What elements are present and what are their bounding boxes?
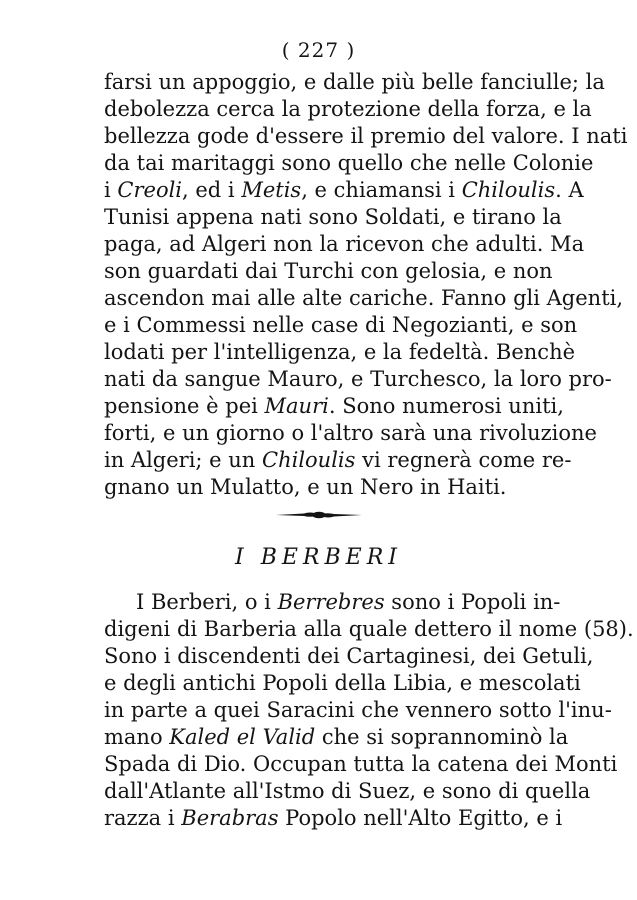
text-line: I Berberi, o i Berrebres sono i Popoli in- bbox=[136, 590, 561, 614]
italic-term: Chiloulis bbox=[262, 448, 356, 472]
text-line: lodati per l'intelligenza, e la fedeltà. Benchè bbox=[104, 340, 576, 364]
text-line: debolezza cerca la protezione della forza, e la bbox=[104, 97, 592, 121]
italic-term: Metis bbox=[241, 178, 302, 202]
text-line: paga, ad Algeri non la ricevon che adulti. Ma bbox=[104, 232, 585, 256]
text-line: farsi un appoggio, e dalle più belle fanciulle; la bbox=[104, 70, 605, 94]
italic-term: Creoli bbox=[117, 178, 183, 202]
italic-term: Chiloulis bbox=[461, 178, 556, 202]
text-line: gnano un Mulatto, e un Nero in Haiti. bbox=[104, 475, 507, 499]
text-line: forti, e un giorno o l'altro sarà una rivoluzione bbox=[104, 421, 597, 445]
italic-term: Kaled el Valid bbox=[169, 725, 316, 749]
text-line: nati da sangue Mauro, e Turchesco, la loro pro- bbox=[104, 367, 612, 391]
ornamental-rule bbox=[274, 509, 364, 521]
text-line: in Algeri; e un Chiloulis vi regnerà come re- bbox=[104, 448, 572, 472]
section-heading: I BERBERI bbox=[235, 545, 402, 570]
text-line: i Creoli, ed i Metis, e chiamansi i Chiloulis. A bbox=[104, 178, 584, 202]
text-line: Tunisi appena nati sono Soldati, e tirano la bbox=[104, 205, 562, 229]
text-line: Spada di Dio. Occupan tutta la catena dei Monti bbox=[104, 752, 618, 776]
text-line: son guardati dai Turchi con gelosia, e non bbox=[104, 259, 553, 283]
italic-term: Berabras bbox=[181, 806, 279, 830]
text-line: Sono i discendenti dei Cartaginesi, dei Getuli, bbox=[104, 644, 594, 668]
text-line: mano Kaled el Valid che si soprannominò la bbox=[104, 725, 569, 749]
text-line: digeni di Barberia alla quale dettero il nome (58). bbox=[104, 617, 634, 641]
text-line: razza i Berabras Popolo nell'Alto Egitto, e i bbox=[104, 806, 563, 830]
text-line: e i Commessi nelle case di Negozianti, e son bbox=[104, 313, 578, 337]
text-line: ascendon mai alle alte cariche. Fanno gli Agenti, bbox=[104, 286, 624, 310]
page-number: ( 227 ) bbox=[281, 38, 356, 62]
text-line: dall'Atlante all'Istmo di Suez, e sono di quella bbox=[104, 779, 591, 803]
italic-term: Berrebres bbox=[277, 590, 385, 614]
italic-term: Mauri bbox=[264, 394, 329, 418]
text-line: in parte a quei Saracini che vennero sotto l'inu- bbox=[104, 698, 612, 722]
text-line: pensione è pei Mauri. Sono numerosi uniti, bbox=[104, 394, 564, 418]
text-line: da tai maritaggi sono quello che nelle Colonie bbox=[104, 151, 594, 175]
text-line: bellezza gode d'essere il premio del valore. I nati bbox=[104, 124, 628, 148]
text-line: e degli antichi Popoli della Libia, e mescolati bbox=[104, 671, 581, 695]
